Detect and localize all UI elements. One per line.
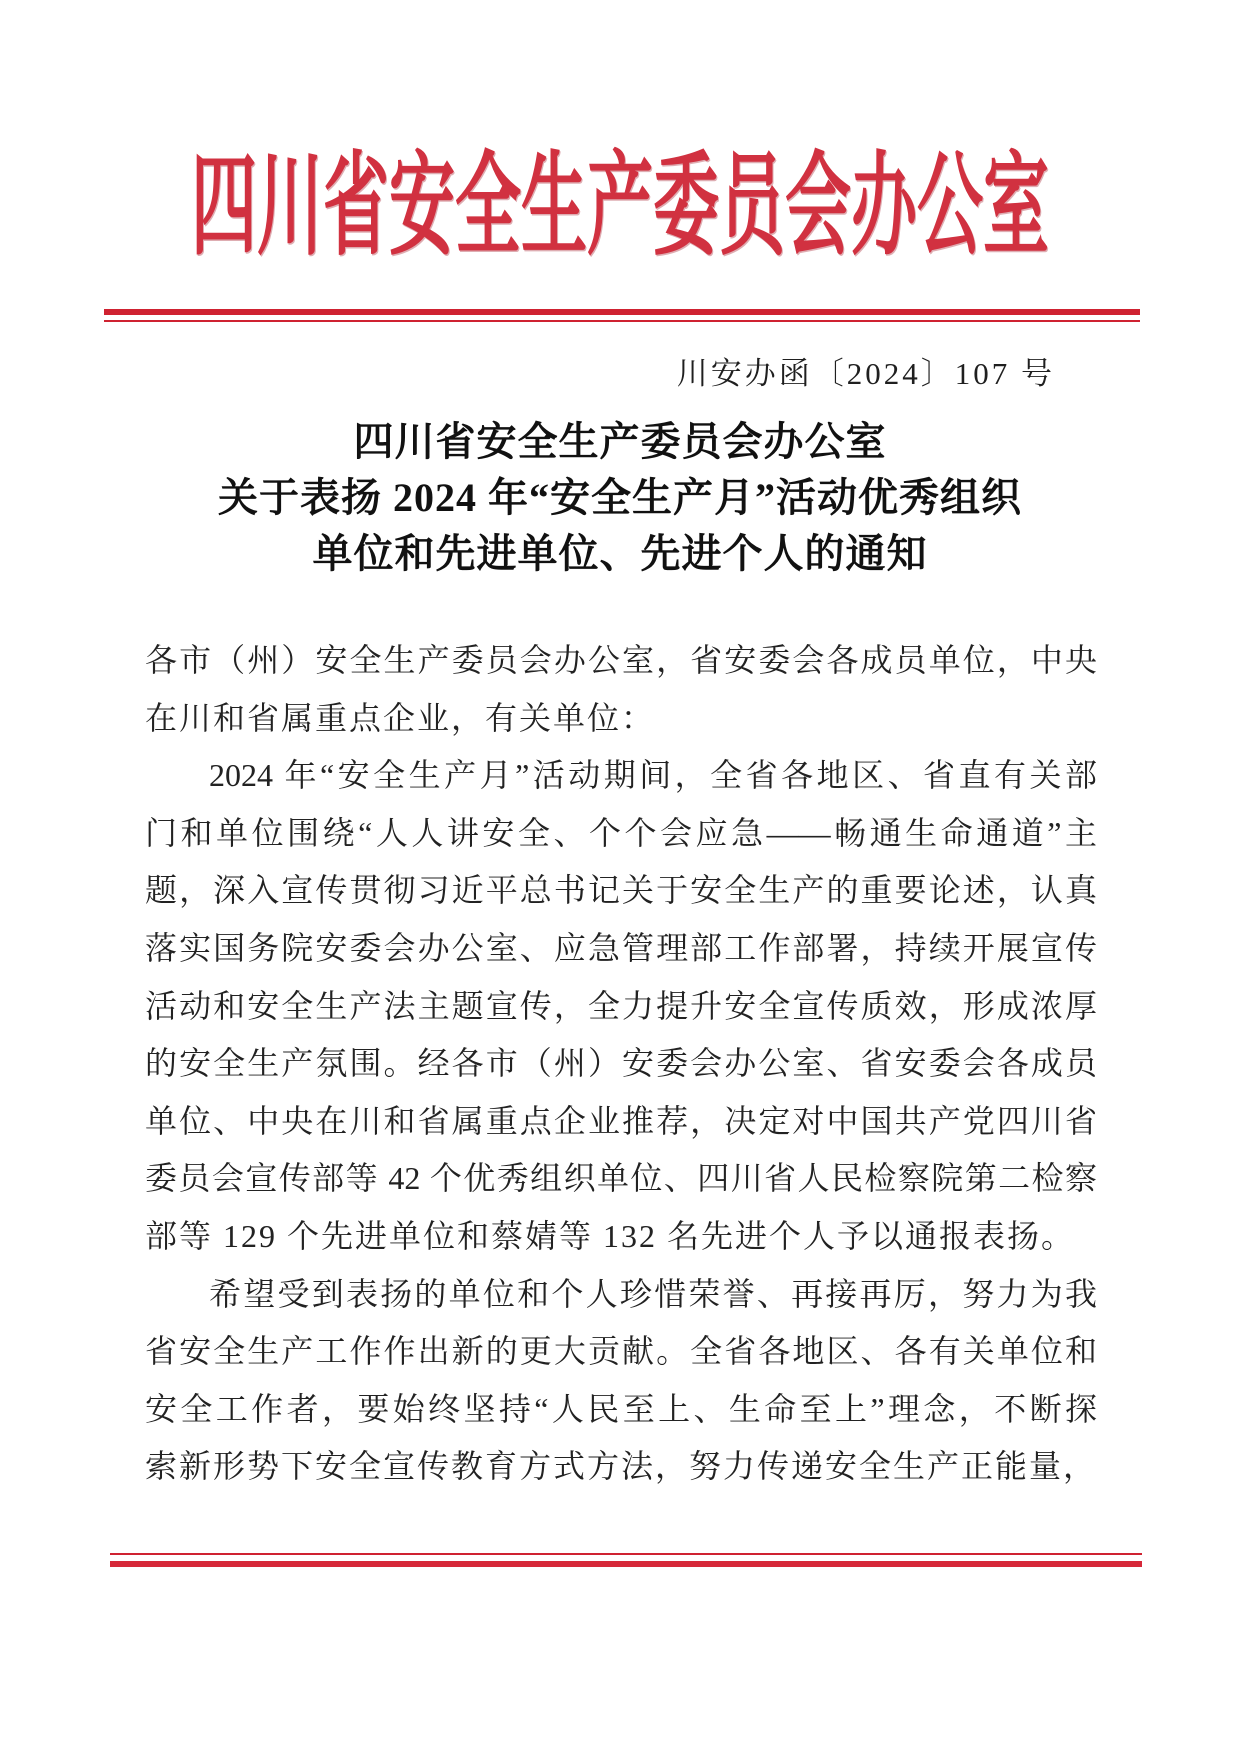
document-title-line-1: 四川省安全生产委员会办公室	[353, 419, 887, 464]
body-line: 单位、中央在川和省属重点企业推荐，决定对中国共产党四川省	[145, 1102, 1097, 1139]
document-title-line-2: 关于表扬 2024 年“安全生产月”活动优秀组织	[218, 475, 1022, 520]
masthead-separator-thin-line	[104, 320, 1140, 322]
masthead-separator	[104, 309, 1140, 322]
body-line: 部等 129 个先进单位和蔡婧等 132 名先进个人予以通报表扬。	[145, 1217, 1076, 1254]
body-line: 各市（州）安全生产委员会办公室，省安委会各成员单位，中央	[145, 642, 1097, 678]
document-title-line-3: 单位和先进单位、先进个人的通知	[312, 531, 928, 576]
body-line: 省安全生产工作作出新的更大贡献。全省各地区、各有关单位和	[145, 1333, 1097, 1370]
document-reference-number: 川安办函〔2024〕107 号	[676, 356, 1055, 391]
body-line: 门和单位围绕“人人讲安全、个个会应急——畅通生命通道”主	[145, 814, 1097, 851]
footer-separator	[110, 1553, 1142, 1567]
document-body	[145, 632, 1097, 1496]
body-line: 的安全生产氛围。经各市（州）安委会办公室、省安委会各成员	[145, 1045, 1097, 1082]
document-title	[70, 414, 1170, 582]
body-line: 活动和安全生产法主题宣传，全力提升安全宣传质效，形成浓厚	[145, 987, 1097, 1024]
footer-separator-thick-line	[110, 1561, 1142, 1567]
body-line: 希望受到表扬的单位和个人珍惜荣誉、再接再厉，努力为我	[209, 1275, 1097, 1312]
agency-masthead-title: 四川省安全生产委员会办公室	[191, 145, 1049, 270]
body-line: 安全工作者，要始终坚持“人民至上、生命至上”理念，不断探	[145, 1390, 1097, 1427]
body-line: 索新形势下安全宣传教育方式方法，努力传递安全生产正能量，	[145, 1448, 1098, 1485]
body-line: 委员会宣传部等 42 个优秀组织单位、四川省人民检察院第二检察	[145, 1160, 1097, 1197]
body-line: 在川和省属重点企业，有关单位：	[145, 699, 656, 736]
body-line: 2024 年“安全生产月”活动期间，全省各地区、省直有关部	[209, 757, 1097, 794]
body-line: 题，深入宣传贯彻习近平总书记关于安全生产的重要论述，认真	[145, 872, 1097, 909]
body-line: 落实国务院安委会办公室、应急管理部工作部署，持续开展宣传	[145, 929, 1097, 966]
